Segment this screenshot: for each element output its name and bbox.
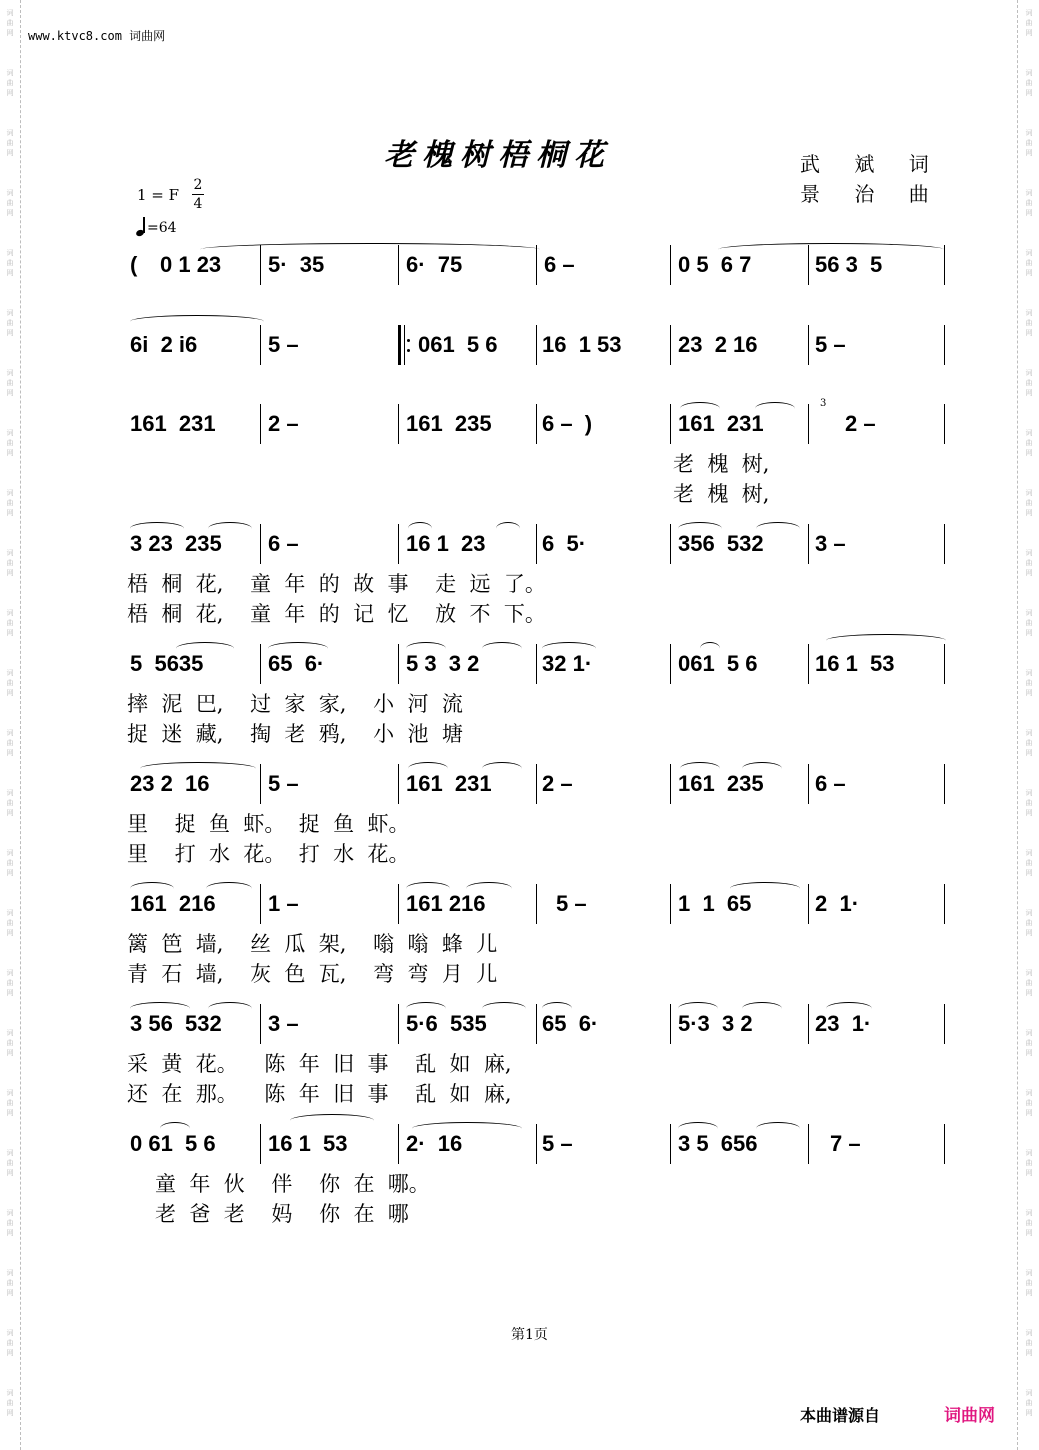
composer-credit: 景 治 曲 [800, 182, 943, 206]
measure: 5 3 3 2 [406, 651, 480, 676]
barline [536, 1004, 537, 1044]
watermark-glyph: 词 曲 网 [6, 609, 14, 637]
barline [944, 644, 945, 684]
lyric-line-2: 青 石 墙, 灰 色 瓦, 弯 弯 月 儿 [127, 962, 498, 986]
barline [398, 404, 399, 444]
slur [176, 642, 234, 655]
score-row-8 [0, 1004, 1039, 1044]
measure: 161 216 [406, 891, 486, 916]
lyric-line-2: 老 爸 老 妈 你 在 哪 [155, 1202, 409, 1226]
measure: 161 235 [406, 411, 492, 436]
watermark-glyph: 词 曲 网 [6, 789, 14, 817]
lyric-line-2: 老 槐 树, [673, 482, 770, 506]
watermark-glyph: 词 曲 网 [1025, 9, 1033, 37]
slur [408, 762, 448, 775]
watermark-glyph: 词 曲 网 [6, 1389, 14, 1417]
measure: 6 – [815, 771, 846, 796]
barline [260, 1124, 261, 1164]
source-label: 本曲谱源自 [800, 1406, 881, 1425]
watermark-glyph: 词 曲 网 [1025, 849, 1033, 877]
barline [260, 644, 261, 684]
barline [670, 644, 671, 684]
measure: ( [130, 252, 138, 277]
barline [536, 524, 537, 564]
slur [542, 642, 596, 655]
quarter-note-icon [135, 218, 147, 236]
barline [260, 325, 261, 365]
watermark-glyph: 词 曲 网 [1025, 1029, 1033, 1057]
barline [536, 884, 537, 924]
barline [536, 404, 537, 444]
slur [268, 642, 328, 655]
lyric-line-1: 里 捉 鱼 虾。 捉 鱼 虾。 [127, 812, 410, 836]
measure: 5· 35 [268, 252, 325, 277]
watermark-glyph: 词 曲 网 [6, 69, 14, 97]
measure: 161 231 [406, 771, 492, 796]
barline [670, 524, 671, 564]
score-row-3 [0, 398, 1039, 444]
slur [496, 522, 520, 535]
measure: 0 5 6 7 [678, 252, 752, 277]
slur [140, 762, 256, 775]
barline [398, 644, 399, 684]
barline [670, 764, 671, 804]
measure: 6 – [268, 531, 299, 556]
barline [808, 325, 809, 365]
slur [678, 1122, 718, 1135]
lyric-line-1: 篱 笆 墙, 丝 瓜 架, 嗡 嗡 蜂 儿 [127, 932, 498, 956]
barline [536, 325, 537, 365]
lyric-line-2: 还 在 那。 陈 年 旧 事 乱 如 麻, [127, 1082, 512, 1106]
measure: 3 – [815, 531, 846, 556]
measure: 161 235 [678, 771, 764, 796]
slur [700, 642, 720, 655]
slur [206, 882, 252, 895]
measure: 5 – [815, 332, 846, 357]
slur [406, 882, 450, 895]
page-number: 第1页 [511, 1327, 548, 1343]
slur [412, 1122, 522, 1135]
watermark-glyph: 词 曲 网 [6, 909, 14, 937]
barline [670, 884, 671, 924]
lyric-line-1: 童 年 伙 伴 你 在 哪。 [155, 1172, 430, 1196]
slur [208, 1002, 252, 1015]
barline [670, 325, 671, 365]
watermark-glyph: 词 曲 网 [6, 969, 14, 997]
watermark-glyph: 词 曲 网 [6, 309, 14, 337]
measure: 1 – [268, 891, 299, 916]
watermark-glyph: 词 曲 网 [1025, 1389, 1033, 1417]
time-bottom: 4 [193, 196, 203, 212]
tempo-value: =64 [147, 220, 177, 236]
lyric-line-1: 老 槐 树, [673, 452, 770, 476]
measure: 6i 2 i6 [130, 332, 198, 357]
barline [670, 245, 671, 285]
barline [536, 644, 537, 684]
barline [260, 404, 261, 444]
barline [260, 764, 261, 804]
measure: 061 5 6 [678, 651, 758, 676]
score-row-9 [0, 1124, 1039, 1164]
slur [130, 522, 184, 535]
watermark-glyph: 词 曲 网 [1025, 1089, 1033, 1117]
slur [408, 522, 432, 535]
lyric-line-2: 里 打 水 花。 打 水 花。 [127, 842, 410, 866]
measure: 5 – [542, 1131, 573, 1156]
watermark-glyph: 词 曲 网 [6, 249, 14, 277]
slur [542, 1002, 572, 1015]
barline [808, 884, 809, 924]
watermark-glyph: 词 曲 网 [1025, 369, 1033, 397]
barline [808, 1004, 809, 1044]
measure: 5 – [556, 891, 587, 916]
measure: 5 – [268, 332, 299, 357]
barline [260, 524, 261, 564]
watermark-glyph: 词 曲 网 [1025, 729, 1033, 757]
slur [678, 1002, 718, 1015]
slur [755, 402, 795, 415]
watermark-glyph: 词 曲 网 [6, 1209, 14, 1237]
measure: 0 1 23 [160, 252, 222, 277]
measure: 0 61 5 6 [130, 1131, 216, 1156]
barline [398, 524, 399, 564]
slur [718, 243, 944, 256]
watermark-glyph: 词 曲 网 [6, 1029, 14, 1057]
watermark-glyph: 词 曲 网 [1025, 609, 1033, 637]
measure: 2· 16 [406, 1131, 463, 1156]
lyric-line-1: 梧 桐 花, 童 年 的 故 事 走 远 了。 [127, 572, 546, 596]
barline [398, 884, 399, 924]
barline [944, 764, 945, 804]
slur [406, 1002, 446, 1015]
score-row-1 [0, 245, 1039, 285]
barline [808, 1124, 809, 1164]
measure: 3 56 532 [130, 1011, 222, 1036]
slur [680, 402, 720, 415]
watermark-glyph: 词 曲 网 [6, 1269, 14, 1297]
lyric-line-2: 捉 迷 藏, 掏 老 鸦, 小 池 塘 [127, 722, 463, 746]
watermark-glyph: 词 曲 网 [1025, 909, 1033, 937]
barline [944, 325, 945, 365]
measure: 1 1 65 [678, 891, 752, 916]
measure: 16 1 53 [268, 1131, 348, 1156]
measure: 16 1 53 [815, 651, 895, 676]
song-title: 老槐树梧桐花 [384, 138, 612, 173]
measure: 65 6· [542, 1011, 599, 1036]
watermark-glyph: 词 曲 网 [6, 549, 14, 577]
watermark-glyph: 词 曲 网 [1025, 1149, 1033, 1177]
score-row-5 [0, 644, 1039, 684]
slur [482, 642, 522, 655]
right-margin-line [1017, 0, 1018, 1450]
time-top: 2 [193, 177, 203, 193]
watermark-glyph: 词 曲 网 [1025, 969, 1033, 997]
slur [730, 882, 800, 895]
measure: 6 5· [542, 531, 587, 556]
watermark-glyph: 词 曲 网 [1025, 69, 1033, 97]
barline [944, 1124, 945, 1164]
measure: 2 – [845, 411, 876, 436]
measure: 3 5 656 [678, 1131, 758, 1156]
measure: 2 – [542, 771, 573, 796]
measure: 23 1· [815, 1011, 872, 1036]
measure: 56 3 5 [815, 252, 883, 277]
watermark-glyph: 词 曲 网 [1025, 789, 1033, 817]
watermark-glyph: 词 曲 网 [1025, 1209, 1033, 1237]
watermark-glyph: 词 曲 网 [6, 189, 14, 217]
barline [536, 764, 537, 804]
watermark-glyph: 词 曲 网 [6, 669, 14, 697]
watermark-glyph: 词 曲 网 [1025, 489, 1033, 517]
score-row-2 [0, 325, 1039, 365]
measure: 161 231 [678, 411, 764, 436]
measure: 16 1 23 [406, 531, 486, 556]
lyric-line-2: 梧 桐 花, 童 年 的 记 忆 放 不 下。 [127, 602, 546, 626]
measure: 6· 75 [406, 252, 463, 277]
measure: 5 – [268, 771, 299, 796]
measure: 5·6 535 [406, 1011, 487, 1036]
watermark-glyph: 词 曲 网 [1025, 429, 1033, 457]
barline [670, 1124, 671, 1164]
lyric-line-1: 摔 泥 巴, 过 家 家, 小 河 流 [127, 692, 463, 716]
time-signature [192, 176, 204, 213]
barline [944, 524, 945, 564]
slur [406, 642, 446, 655]
watermark-glyph: 词 曲 网 [6, 1149, 14, 1177]
measure: 7 – [830, 1131, 861, 1156]
measure: 161 231 [130, 411, 216, 436]
measure: 5 5635 [130, 651, 204, 676]
barline [670, 404, 671, 444]
grace-note: 3 [820, 398, 827, 409]
watermark-glyph: 词 曲 网 [1025, 129, 1033, 157]
lyricist-credit: 武 斌 词 [800, 152, 943, 176]
repeat-start [398, 325, 412, 365]
watermark-glyph: 词 曲 网 [1025, 1269, 1033, 1297]
watermark-glyph: 词 曲 网 [6, 9, 14, 37]
tempo-marking [135, 218, 177, 236]
measure: 32 1· [542, 651, 593, 676]
watermark-glyph: 词 曲 网 [1025, 189, 1033, 217]
slur [826, 1002, 872, 1015]
score-row-7 [0, 884, 1039, 924]
barline [536, 1124, 537, 1164]
slur [160, 1122, 190, 1135]
barline [944, 404, 945, 444]
barline [808, 404, 809, 444]
watermark-glyph: 词 曲 网 [6, 729, 14, 757]
slur [680, 762, 720, 775]
measure: 65 6· [268, 651, 325, 676]
measure: 23 2 16 [130, 771, 210, 796]
lyric-line-1: 采 黄 花。 陈 年 旧 事 乱 如 麻, [127, 1052, 512, 1076]
barline [944, 884, 945, 924]
barline [670, 1004, 671, 1044]
key-signature: 1 = F [137, 186, 180, 204]
slur [200, 243, 540, 256]
measure: 3 – [268, 1011, 299, 1036]
slur [742, 1002, 782, 1015]
measure: 2 1· [815, 891, 860, 916]
slur [130, 882, 174, 895]
slur [290, 1114, 374, 1127]
watermark-glyph: 词 曲 网 [6, 489, 14, 517]
slur [742, 762, 782, 775]
slur [130, 315, 264, 328]
barline [808, 644, 809, 684]
watermark-glyph: 词 曲 网 [6, 1089, 14, 1117]
watermark-glyph: 词 曲 网 [6, 849, 14, 877]
score-row-6 [0, 764, 1039, 804]
slur [208, 522, 252, 535]
slur [756, 1122, 800, 1135]
measure: 5·3 3 2 [678, 1011, 753, 1036]
barline [398, 1004, 399, 1044]
measure: 356 532 [678, 531, 764, 556]
barline [260, 1004, 261, 1044]
watermark-glyph: 词 曲 网 [6, 1329, 14, 1357]
slur [756, 522, 800, 535]
slur [482, 1002, 526, 1015]
measure: 3 23 235 [130, 531, 222, 556]
slur [678, 522, 722, 535]
barline [398, 1124, 399, 1164]
measure: 23 2 16 [678, 332, 758, 357]
watermark-glyph: 词 曲 网 [1025, 669, 1033, 697]
measure: 6 – ) [542, 411, 593, 436]
watermark-glyph: 词 曲 网 [6, 429, 14, 457]
measure: 16 1 53 [542, 332, 622, 357]
barline [944, 1004, 945, 1044]
barline [398, 764, 399, 804]
slur [130, 1002, 190, 1015]
slur [466, 882, 512, 895]
watermark-glyph: 词 曲 网 [6, 129, 14, 157]
barline [808, 764, 809, 804]
site-url[interactable]: www.ktvc8.com 词曲网 [28, 29, 166, 43]
measure: 061 5 6 [418, 332, 498, 357]
left-margin-line [20, 0, 21, 1450]
site-logo[interactable]: 词曲网 [944, 1406, 995, 1426]
measure: 2 – [268, 411, 299, 436]
watermark-glyph: 词 曲 网 [1025, 309, 1033, 337]
barline [808, 524, 809, 564]
score-row-4 [0, 524, 1039, 564]
slur [826, 634, 946, 647]
measure: 6 – [544, 252, 575, 277]
watermark-glyph: 词 曲 网 [1025, 249, 1033, 277]
slur [482, 762, 522, 775]
watermark-glyph: 词 曲 网 [1025, 1329, 1033, 1357]
watermark-glyph: 词 曲 网 [1025, 549, 1033, 577]
barline [944, 245, 945, 285]
watermark-glyph: 词 曲 网 [6, 369, 14, 397]
barline [260, 884, 261, 924]
measure: 161 216 [130, 891, 216, 916]
